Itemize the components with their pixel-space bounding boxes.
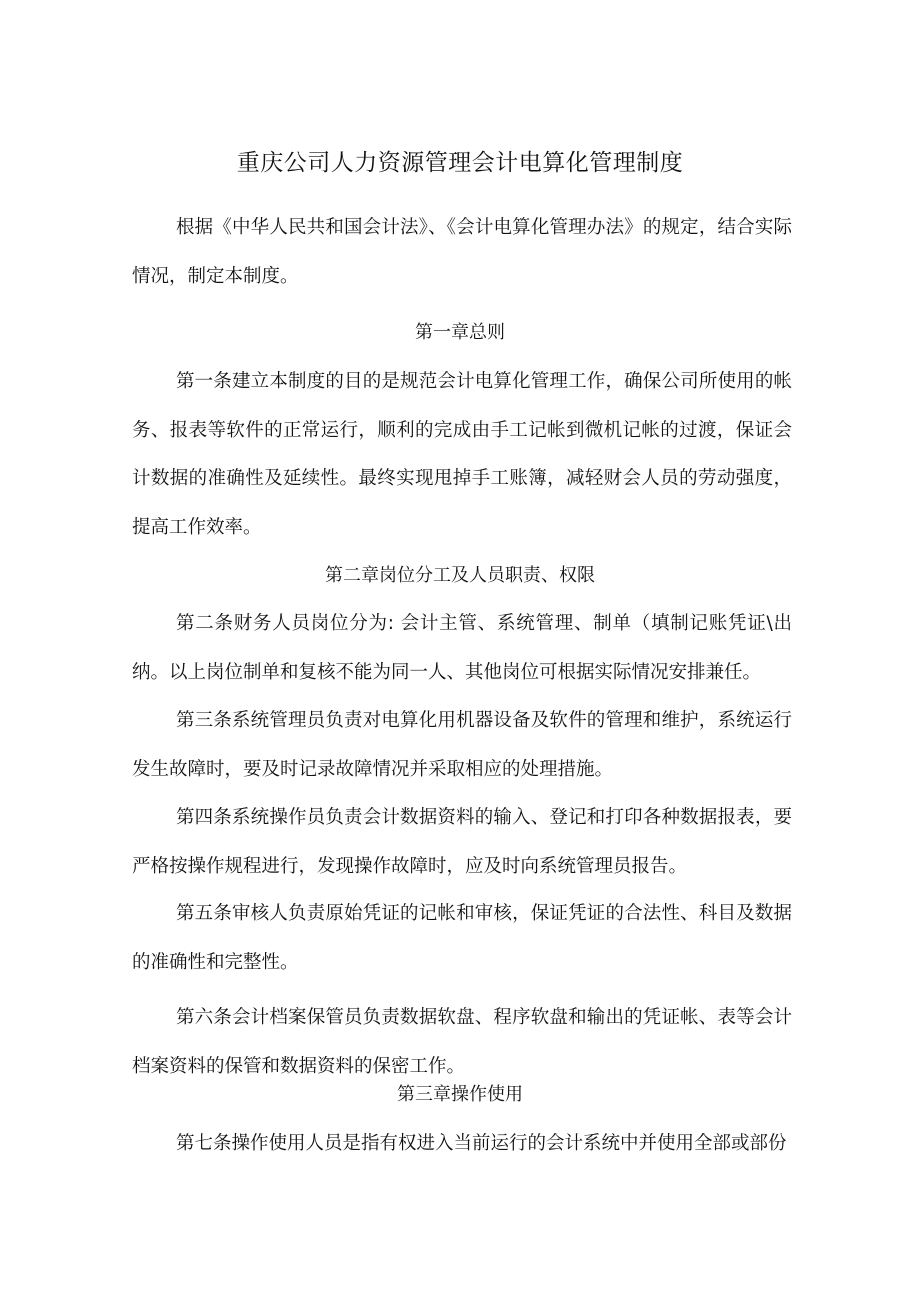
article-3-paragraph: 第三条系统管理员负责对电算化用机器设备及软件的管理和维护，系统运行发生故障时，要及时记录故障情况并采取相应的处理措施。: [132, 710, 792, 780]
chapter-3-heading: 第三章操作使用: [397, 1084, 523, 1105]
chapter-2-heading: 第二章岗位分工及人员职责、权限: [325, 565, 595, 586]
article-6-paragraph: 第六条会计档案保管员负责数据软盘、程序软盘和输出的凭证帐、表等会计档案资料的保管和数据资料的保密工作。: [132, 1007, 792, 1077]
article-5-paragraph: 第五条审核人负责原始凭证的记帐和审核，保证凭证的合法性、科目及数据的准确性和完整性。: [132, 903, 792, 973]
article-1-paragraph: 第一条建立本制度的目的是规范会计电算化管理工作，确保公司所使用的帐务、报表等软件的正常运行，顺利的完成由手工记帐到微机记帐的过渡，保证会计数据的准确性及延续性。最终实现甩掉手工账簿，减轻财会人员的劳动强度，提高工作效率。: [132, 371, 792, 538]
article-7-paragraph: 第七条操作使用人员是指有权进入当前运行的会计系统中并使用全部或部份: [176, 1133, 787, 1154]
chapter-1-heading: 第一章总则: [415, 322, 505, 343]
document-title: 重庆公司人力资源管理会计电算化管理制度: [236, 150, 684, 176]
intro-paragraph: 根据《中华人民共和国会计法》、《会计电算化管理办法》的规定，结合实际情况，制定本制度。: [132, 217, 792, 287]
article-2-paragraph: 第二条财务人员岗位分为: 会计主管、系统管理、制单（填制记账凭证\出纳。以上岗位制单和复核不能为同一人、其他岗位可根据实际情况安排兼任。: [132, 613, 792, 683]
article-4-paragraph: 第四条系统操作员负责会计数据资料的输入、登记和打印各种数据报表，要严格按操作规程进行，发现操作故障时，应及时向系统管理员报告。: [132, 807, 792, 877]
